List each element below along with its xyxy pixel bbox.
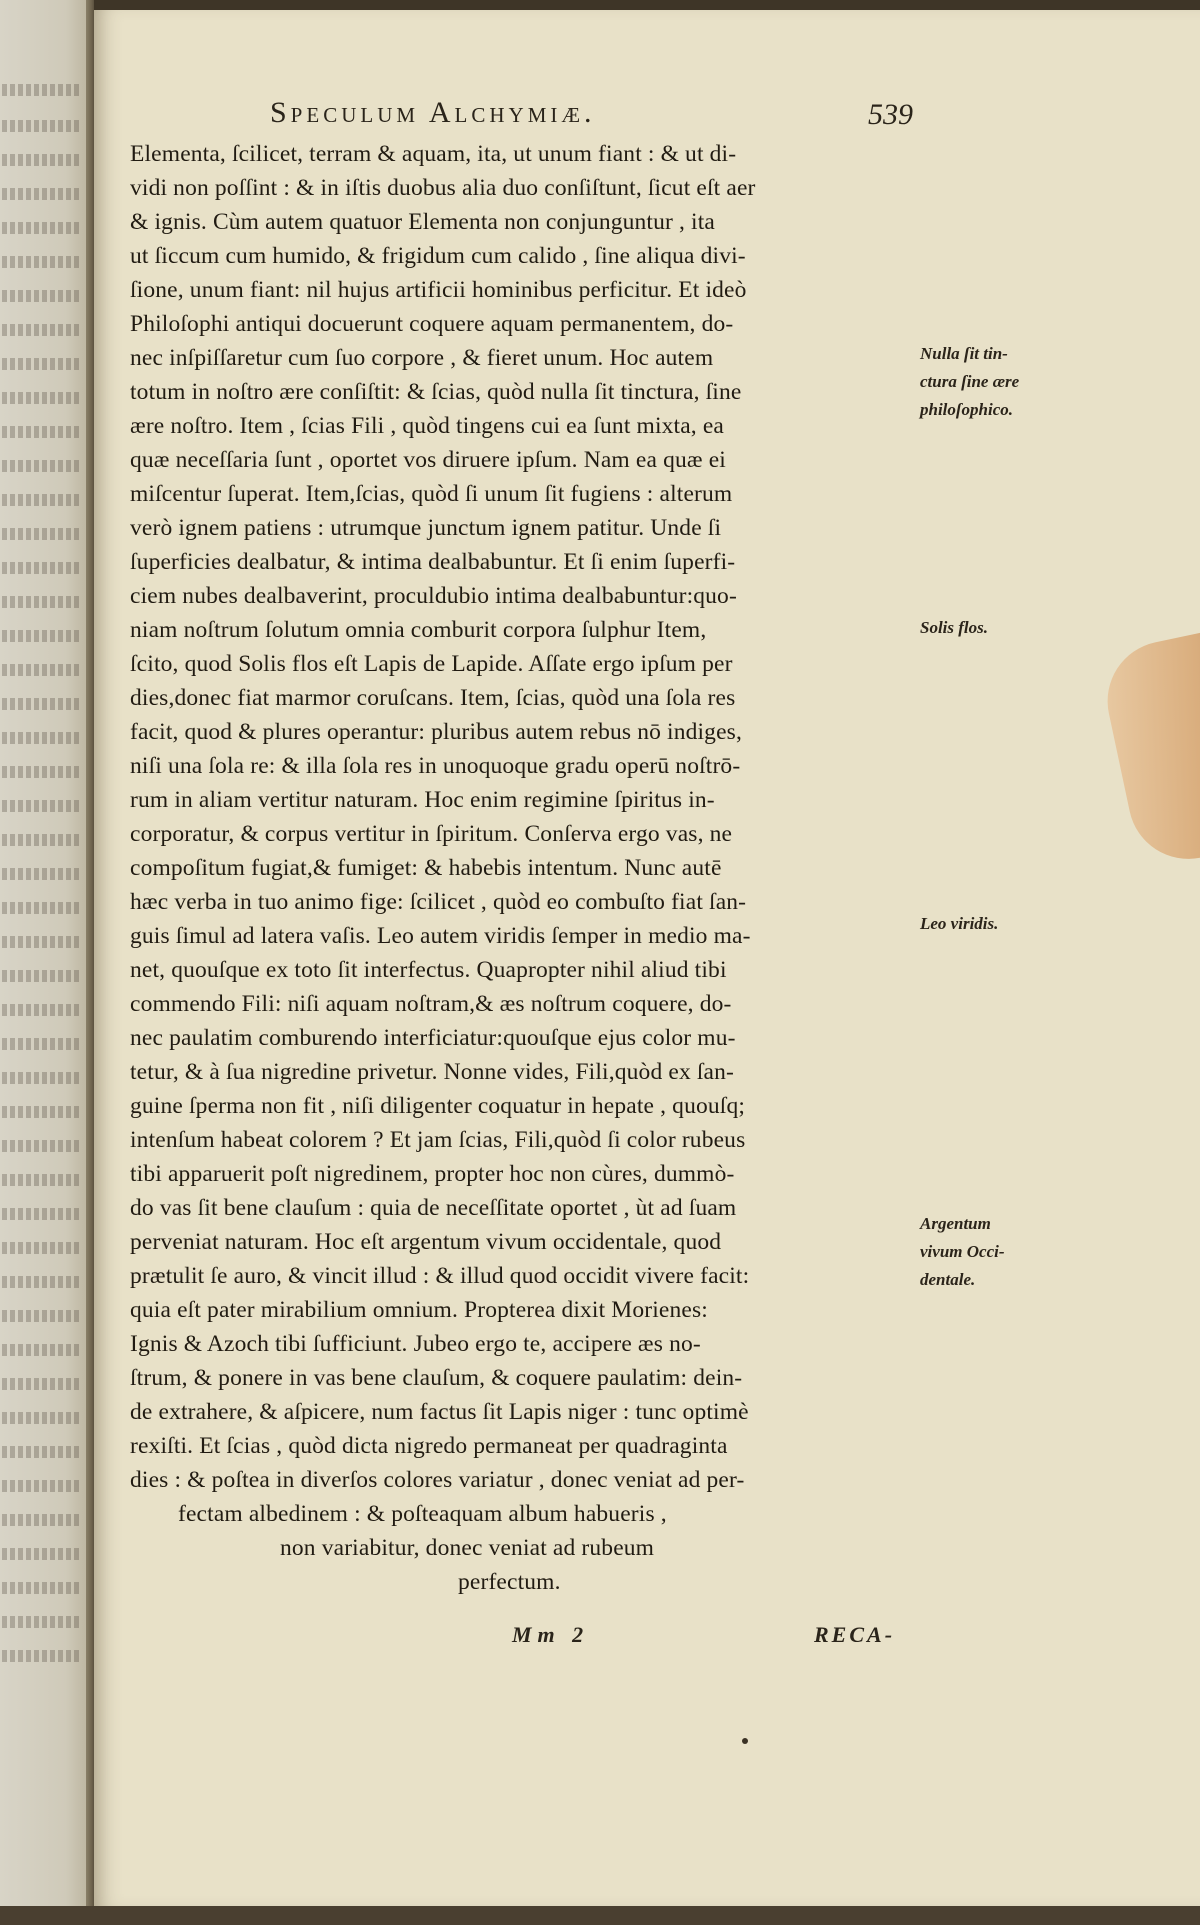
text-line: dies,donec fiat marmor coruſcans. Item, ſcias, quòd una ſola res: [130, 685, 736, 711]
text-line: hæc verba in tuo animo fige: ſcilicet , quòd eo combuſto fiat ſan-: [130, 889, 747, 915]
text-line: rexiſti. Et ſcias , quòd dicta nigredo permaneat per quadraginta: [130, 1433, 728, 1459]
text-line: Ignis & Azoch tibi ſufficiunt. Jubeo ergo te, accipere æs no-: [130, 1331, 701, 1357]
running-head: Speculum Alchymiæ.: [270, 96, 596, 129]
text-line: ſione, unum fiant: nil hujus artificii hominibus perficitur. Et ideò: [130, 277, 747, 303]
text-line: niſi una ſola re: & illa ſola res in unoquoque gradu operū noſtrō-: [130, 753, 741, 779]
marginal-note: Nulla ſit tin-: [920, 344, 1008, 363]
text-line: Philoſophi antiqui docuerunt coquere aquam permanentem, do-: [130, 311, 734, 337]
text-line: ut ſiccum cum humido, & frigidum cum calido , ſine aliqua divi-: [130, 243, 746, 269]
marginal-note: ctura ſine ære: [920, 372, 1020, 391]
scan-edge-top: [0, 0, 1200, 10]
marginal-note: Argentum: [920, 1214, 991, 1233]
text-line: quia eſt pater mirabilium omnium. Propterea dixit Morienes:: [130, 1297, 708, 1323]
catchword: RECA-: [814, 1622, 896, 1647]
book-gutter: [86, 0, 94, 1925]
text-line: nec inſpiſſaretur cum ſuo corpore , & fieret unum. Hoc autem: [130, 345, 714, 371]
marginal-note: Leo viridis.: [920, 914, 999, 933]
text-line: ære noſtro. Item , ſcias Fili , quòd tingens cui ea ſunt mixta, ea: [130, 413, 725, 439]
text-line: ſuperficies dealbatur, & intima dealbabuntur. Et ſi enim ſuperfi-: [130, 549, 736, 575]
text-line: non variabitur, donec veniat ad rubeum: [280, 1535, 655, 1561]
text-line: vidi non poſſint : & in iſtis duobus alia duo conſiſtunt, ſicut eſt aer: [130, 175, 756, 201]
text-line: compoſitum fugiat,& fumiget: & habebis intentum. Nunc autē: [130, 855, 722, 881]
text-line: do vas ſit bene clauſum : quia de neceſſitate oportet , ùt ad ſuam: [130, 1195, 737, 1221]
text-line: rum in aliam vertitur naturam. Hoc enim regimine ſpiritus in-: [130, 787, 715, 813]
text-line: guis ſimul ad latera vaſis. Leo autem viridis ſemper in medio ma-: [130, 923, 751, 949]
ink-dot: [742, 1738, 748, 1744]
marginal-note: philoſophico.: [920, 400, 1014, 419]
text-line: miſcentur ſuperat. Item,ſcias, quòd ſi unum ſit fugiens : alterum: [130, 481, 733, 507]
text-line: niam noſtrum ſolutum omnia comburit corpora ſulphur Item,: [130, 617, 707, 643]
text-line: ſtrum, & ponere in vas bene clauſum, & coquere paulatim: dein-: [130, 1365, 743, 1391]
text-line: intenſum habeat colorem ? Et jam ſcias, Fili,quòd ſi color rubeus: [130, 1127, 746, 1153]
text-line: guine ſperma non fit , niſi diligenter coquatur in hepate , quouſq;: [130, 1093, 746, 1119]
text-line: dies : & poſtea in diverſos colores variatur , donec veniat ad per-: [130, 1467, 745, 1493]
scan-edge-bottom: [0, 1906, 1200, 1925]
text-line: tibi apparuerit poſt nigredinem, propter hoc non cùres, dummò-: [130, 1161, 735, 1187]
text-line: fectam albedinem : & poſteaquam album habueris ,: [178, 1501, 667, 1527]
text-line: ciem nubes dealbaverint, proculdubio intima dealbabuntur:quo-: [130, 583, 737, 609]
previous-page-edge: [0, 0, 94, 1925]
text-line: commendo Fili: niſi aquam noſtram,& æs noſtrum coquere, do-: [130, 991, 732, 1017]
text-line: perveniat naturam. Hoc eſt argentum vivum occidentale, quod: [130, 1229, 722, 1255]
text-line: ſcito, quod Solis flos eſt Lapis de Lapide. Aſſate ergo ipſum per: [130, 651, 733, 677]
text-line: facit, quod & plures operantur: pluribus autem rebus nō indiges,: [130, 719, 742, 745]
text-line: prætulit ſe auro, & vincit illud : & illud quod occidit vivere facit:: [130, 1263, 750, 1289]
text-line: Elementa, ſcilicet, terram & aquam, ita, ut unum fiant : & ut di-: [130, 141, 737, 167]
text-line: quæ neceſſaria ſunt , oportet vos diruere ipſum. Nam ea quæ ei: [130, 447, 726, 473]
text-line: & ignis. Cùm autem quatuor Elementa non conjunguntur , ita: [130, 209, 716, 235]
text-line: corporatur, & corpus vertitur in ſpiritum. Conſerva ergo vas, ne: [130, 821, 733, 847]
signature-mark: Mm 2: [512, 1622, 590, 1647]
marginal-note: dentale.: [920, 1270, 976, 1289]
text-line: net, quouſque ex toto ſit interfectus. Quapropter nihil aliud tibi: [130, 957, 727, 983]
page-number: 539: [868, 98, 913, 131]
text-line: de extrahere, & aſpicere, num factus ſit Lapis niger : tunc optimè: [130, 1399, 749, 1425]
marginal-note: vivum Occi-: [920, 1242, 1005, 1261]
text-line: tetur, & à ſua nigredine privetur. Nonne vides, Fili,quòd ex ſan-: [130, 1059, 735, 1085]
text-line: nec paulatim comburendo interficiatur:quouſque ejus color mu-: [130, 1025, 736, 1051]
text-line: totum in noſtro ære conſiſtit: & ſcias, quòd nulla ſit tinctura, ſine: [130, 379, 742, 405]
text-line: perfectum.: [458, 1569, 561, 1595]
marginal-note: Solis flos.: [920, 618, 989, 637]
text-line: verò ignem patiens : utrumque junctum ignem patitur. Unde ſi: [130, 515, 722, 541]
